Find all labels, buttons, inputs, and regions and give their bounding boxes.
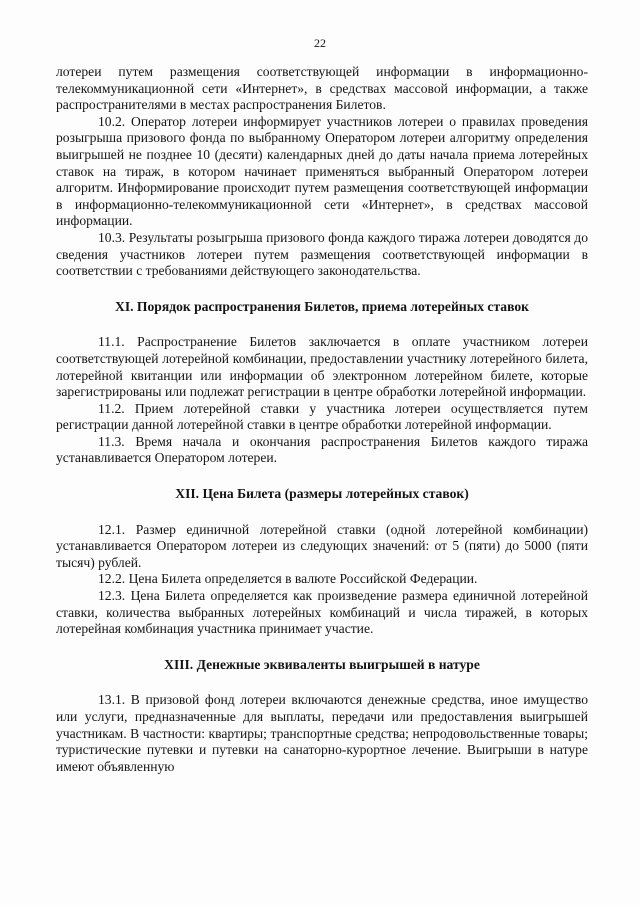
section-heading-xii: XII. Цена Билета (размеры лотерейных ставок) xyxy=(175,486,469,502)
paragraph-10-3: 10.3. Результаты розыгрыша призового фонда каждого тиража лотереи доводятся до сведения участников лотереи путем размещения соответствующей информации в соответствии с требованиями действующего законодательства. xyxy=(56,229,588,279)
paragraph-intro-continuation: лотереи путем размещения соответствующей информации в информационно-телекоммуникационной сети «Интернет», в средствах массовой информации, а также распространителями в местах распространения Билетов. xyxy=(56,64,588,113)
section-heading-xiii: XIII. Денежные эквиваленты выигрышей в натуре xyxy=(164,656,480,672)
page-number: 22 xyxy=(314,36,326,50)
paragraph-11-1: 11.1. Распространение Билетов заключается в оплате участником лотереи соответствующей лотерейной комбинации, предоставлении участнику лотерейного билета, лотерейной квитанции или информации об электронном лотерейном билете, которые зарегистрированы или подлежат регистрации в центре обработки лотерейной информации. xyxy=(56,334,588,400)
paragraph-12-1: 12.1. Размер единичной лотерейной ставки (одной лотерейной комбинации) устанавливается Оператором лотереи из следующих значений: от 5 (пяти) до 5000 (пяти тысяч) рублей. xyxy=(56,521,588,570)
paragraph-11-2: 11.2. Прием лотерейной ставки у участника лотереи осуществляется путем регистрации данной лотерейной ставки в центре обработки лотерейной информации. xyxy=(56,400,588,433)
paragraph-11-3: 11.3. Время начала и окончания распространения Билетов каждого тиража устанавливается Оператором лотереи. xyxy=(56,433,588,466)
paragraph-12-2: 12.2. Цена Билета определяется в валюте Российской Федерации. xyxy=(98,571,478,587)
paragraph-12-3: 12.3. Цена Билета определяется как произведение размера единичной лотерейной ставки, количества выбранных лотерейных комбинаций и числа тиражей, в которых лотерейная комбинация участника принимает участие. xyxy=(56,588,588,637)
document-body xyxy=(56,64,588,775)
paragraph-10-2: 10.2. Оператор лотереи информирует участников лотереи о правилах проведения розыгрыша призового фонда по выбранному Оператором лотереи алгоритму определения выигрышей не позднее 10 (десяти) календарных дней до даты начала приема лотерейных ставок на тираж, в котором начинает применяться выбранный Оператором лотереи алгоритм. Информирование происходит путем размещения соответствующей информации в информационно-телекоммуникационной сети «Интернет», в средствах массовой информации. xyxy=(56,113,588,229)
paragraph-13-1: 13.1. В призовой фонд лотереи включаются денежные средства, иное имущество или услуги, предназначенные для выплаты, передачи или предоставления выигрышей участникам. В частности: квартиры; транспортные средства; непродовольственные товары; туристические путевки и путевки на санаторно-курортное лечение. Выигрыши в натуре имеют объявленную xyxy=(56,692,588,774)
section-heading-xi: XI. Порядок распространения Билетов, приема лотерейных ставок xyxy=(115,298,529,314)
